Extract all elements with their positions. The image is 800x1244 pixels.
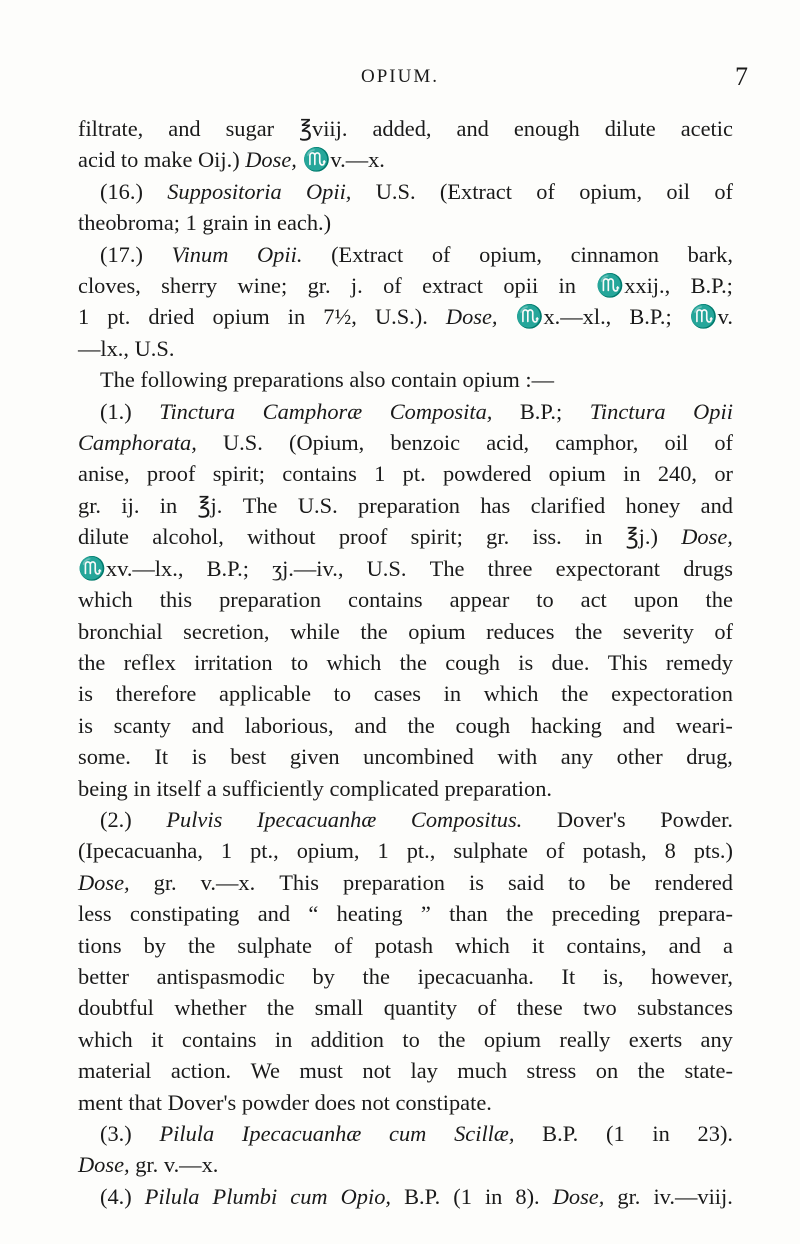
- text-line: is scanty and laborious, and the cough hacking and weari-: [78, 712, 733, 738]
- text-line: —lx., U.S.: [78, 335, 175, 361]
- text-line: filtrate, and sugar ℥viij. added, and enough dilute acetic: [78, 116, 733, 141]
- page-number: 7: [735, 62, 748, 91]
- text-line: dilute alcohol, without proof spirit; gr. iss. in ℥j.) Dose,: [78, 524, 733, 550]
- text-line: tions by the sulphate of potash which it contains, and a: [78, 932, 733, 958]
- body-text: [78, 113, 733, 1212]
- page-header: [0, 62, 800, 92]
- text-line: Camphorata, U.S. (Opium, benzoic acid, camphor, oil of: [78, 430, 733, 456]
- text-line: (3.) Pilula Ipecacuanhæ cum Scillæ, B.P. (1 in 23).: [100, 1121, 733, 1146]
- text-line: better antispasmodic by the ipecacuanha. It is, however,: [78, 963, 733, 989]
- text-line: theobroma; 1 grain in each.): [78, 210, 332, 236]
- text-line: material action. We must not lay much stress on the state-: [78, 1058, 733, 1084]
- text-line: (17.) Vinum Opii. (Extract of opium, cinnamon bark,: [100, 241, 733, 267]
- text-line: doubtful whether the small quantity of these two substances: [78, 995, 733, 1021]
- text-line: cloves, sherry wine; gr. j. of extract opii in ♏xxij., B.P.;: [78, 273, 733, 299]
- text-line: ♏xv.—lx., B.P.; ʒj.—iv., U.S. The three expectorant drugs: [78, 555, 733, 581]
- text-line: Dose, gr. v.—x. This preparation is said to be rendered: [78, 869, 733, 895]
- text-line: Dose, gr. v.—x.: [78, 1152, 219, 1178]
- text-line: The following preparations also contain opium :—: [100, 367, 554, 393]
- text-line: acid to make Oij.) Dose, ♏v.—x.: [78, 147, 385, 173]
- text-line: (1.) Tinctura Camphoræ Composita, B.P.; Tinctura Opii: [100, 398, 733, 424]
- text-line: gr. ij. in ℥j. The U.S. preparation has clarified honey and: [78, 492, 733, 518]
- text-line: being in itself a sufficiently complicated preparation.: [78, 775, 553, 801]
- text-line: 1 pt. dried opium in 7½, U.S.). Dose, ♏x.—xl., B.P.; ♏v.: [78, 304, 733, 330]
- text-line: (Ipecacuanha, 1 pt., opium, 1 pt., sulphate of potash, 8 pts.): [78, 838, 733, 864]
- text-line: anise, proof spirit; contains 1 pt. powdered opium in 240, or: [78, 461, 733, 487]
- text-line: is therefore applicable to cases in which the expectoration: [78, 681, 733, 707]
- running-title: OPIUM.: [361, 66, 439, 87]
- text-line: the reflex irritation to which the cough is due. This remedy: [78, 649, 733, 675]
- text-line: some. It is best given uncombined with any other drug,: [78, 744, 733, 770]
- text-line: (16.) Suppositoria Opii, U.S. (Extract of opium, oil of: [100, 178, 733, 204]
- text-line: (2.) Pulvis Ipecacuanhæ Compositus. Dover's Powder.: [100, 806, 733, 832]
- text-line: bronchial secretion, while the opium reduces the severity of: [78, 618, 733, 644]
- text-line: (4.) Pilula Plumbi cum Opio, B.P. (1 in 8). Dose, gr. iv.—viij.: [100, 1183, 733, 1209]
- text-line: which it contains in addition to the opium really exerts any: [78, 1026, 733, 1052]
- text-line: which this preparation contains appear to act upon the: [78, 587, 733, 613]
- text-line: ment that Dover's powder does not constipate.: [78, 1089, 492, 1115]
- text-line: less constipating and “ heating ” than the preceding prepara-: [78, 901, 733, 927]
